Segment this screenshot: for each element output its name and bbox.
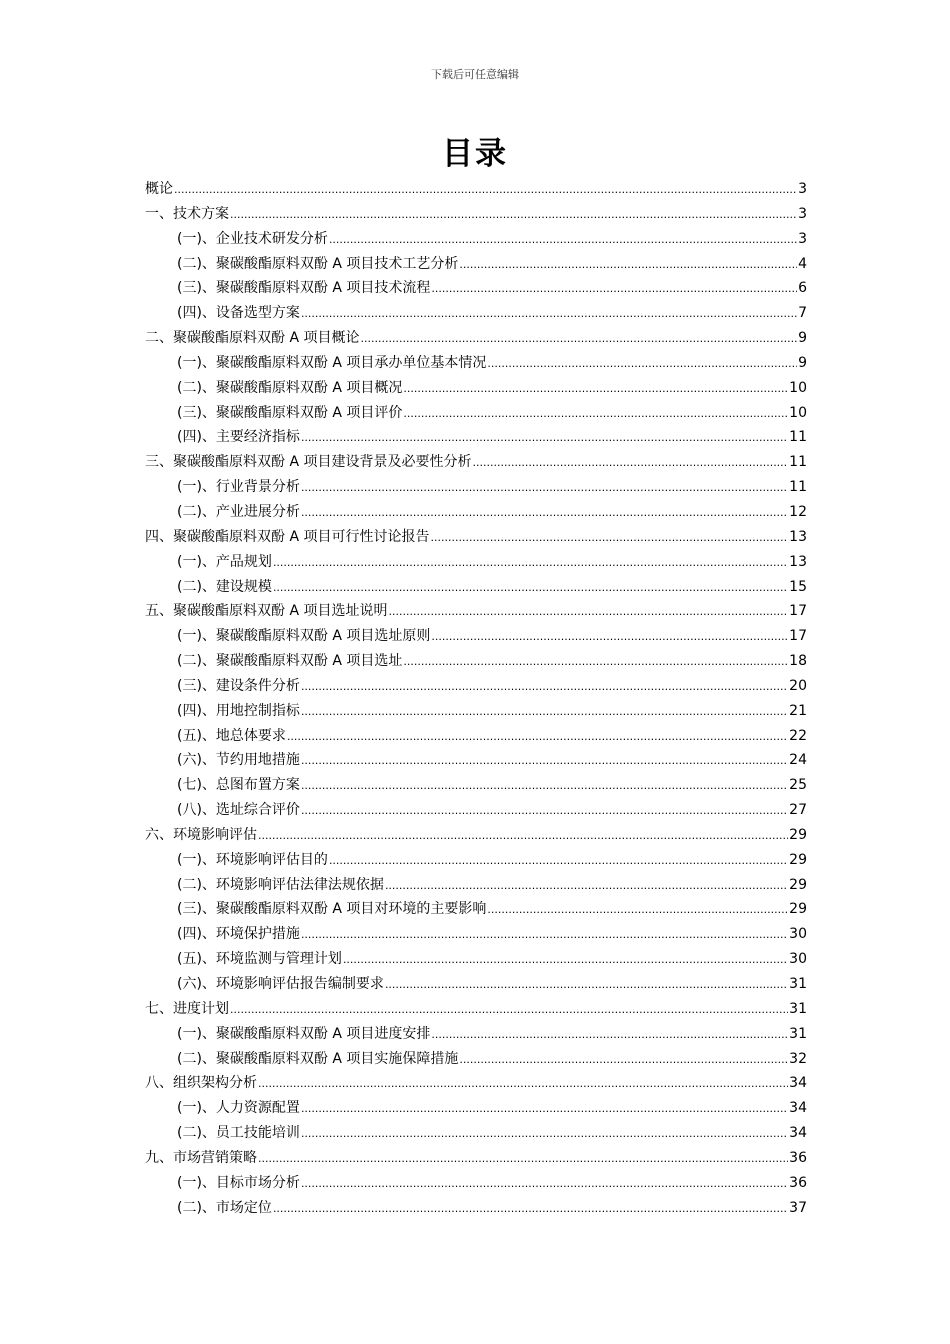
toc-entry[interactable] xyxy=(145,425,807,450)
toc-entry-text: (四)、主要经济指标 xyxy=(177,429,300,446)
toc-entry[interactable] xyxy=(145,897,807,922)
toc-entry[interactable] xyxy=(145,599,807,624)
toc-entry[interactable] xyxy=(145,724,807,749)
toc-dot-leader xyxy=(487,351,797,377)
toc-dot-leader xyxy=(403,376,788,402)
toc-entry-text: 七、进度计划 xyxy=(145,1000,229,1017)
toc-entry-text: (一)、聚碳酸酯原料双酚 A 项目承办单位基本情况 xyxy=(177,354,487,371)
toc-entry[interactable] xyxy=(145,922,807,947)
toc-entry-text: (一)、聚碳酸酯原料双酚 A 项目进度安排 xyxy=(177,1025,431,1042)
toc-entry-text: 三、聚碳酸酯原料双酚 A 项目建设背景及必要性分析 xyxy=(145,454,472,471)
toc-entry-page-number: 20 xyxy=(789,677,807,694)
toc-entry-page-number: 34 xyxy=(789,1075,807,1092)
toc-entry[interactable] xyxy=(145,997,807,1022)
toc-entry[interactable] xyxy=(145,1071,807,1096)
toc-entry-text: (三)、聚碳酸酯原料双酚 A 项目对环境的主要影响 xyxy=(177,901,487,918)
toc-entry-page-number: 21 xyxy=(789,702,807,719)
toc-entry[interactable] xyxy=(145,450,807,475)
toc-entry-text: (二)、聚碳酸酯原料双酚 A 项目概况 xyxy=(177,379,403,396)
toc-entry-page-number: 37 xyxy=(789,1199,807,1216)
toc-entry-text: (五)、环境监测与管理计划 xyxy=(177,951,342,968)
toc-dot-leader xyxy=(273,1196,788,1222)
toc-entry[interactable] xyxy=(145,848,807,873)
toc-entry-text: (一)、聚碳酸酯原料双酚 A 项目选址原则 xyxy=(177,628,431,645)
toc-dot-leader xyxy=(301,425,788,451)
toc-entry-text: (一)、目标市场分析 xyxy=(177,1174,300,1191)
toc-entry-page-number: 36 xyxy=(789,1174,807,1191)
toc-entry-page-number: 10 xyxy=(789,379,807,396)
toc-entry-page-number: 11 xyxy=(789,454,807,471)
toc-entry-page-number: 15 xyxy=(789,578,807,595)
toc-entry[interactable] xyxy=(145,674,807,699)
toc-entry-page-number: 27 xyxy=(789,802,807,819)
toc-entry[interactable] xyxy=(145,475,807,500)
toc-entry-text: (二)、聚碳酸酯原料双酚 A 项目选址 xyxy=(177,653,403,670)
toc-dot-leader xyxy=(230,202,797,228)
toc-entry-text: 六、环境影响评估 xyxy=(145,826,257,843)
toc-dot-leader xyxy=(174,177,797,203)
toc-entry-text: (二)、市场定位 xyxy=(177,1199,272,1216)
toc-dot-leader xyxy=(403,649,788,675)
toc-dot-leader xyxy=(301,699,788,725)
toc-entry-text: 四、聚碳酸酯原料双酚 A 项目可行性讨论报告 xyxy=(145,528,430,545)
toc-entry-text: 九、市场营销策略 xyxy=(145,1149,257,1166)
toc-entry-page-number: 10 xyxy=(789,404,807,421)
toc-entry-text: (二)、聚碳酸酯原料双酚 A 项目实施保障措施 xyxy=(177,1050,459,1067)
toc-dot-leader xyxy=(301,748,788,774)
toc-entry[interactable] xyxy=(145,1096,807,1121)
toc-entry[interactable] xyxy=(145,1121,807,1146)
toc-entry-page-number: 17 xyxy=(789,603,807,620)
toc-dot-leader xyxy=(258,1146,788,1172)
toc-entry-text: (二)、环境影响评估法律法规依据 xyxy=(177,876,384,893)
toc-dot-leader xyxy=(487,897,788,923)
toc-entry[interactable] xyxy=(145,1047,807,1072)
toc-dot-leader xyxy=(343,947,788,973)
table-of-contents xyxy=(145,177,807,1220)
toc-entry-page-number: 4 xyxy=(798,255,807,272)
toc-dot-leader xyxy=(301,1121,788,1147)
toc-entry-text: (三)、建设条件分析 xyxy=(177,677,300,694)
toc-entry[interactable] xyxy=(145,575,807,600)
toc-entry[interactable] xyxy=(145,1171,807,1196)
toc-entry-page-number: 9 xyxy=(798,354,807,371)
toc-entry-page-number: 11 xyxy=(789,429,807,446)
toc-entry[interactable] xyxy=(145,972,807,997)
toc-entry-page-number: 3 xyxy=(798,230,807,247)
toc-entry-page-number: 11 xyxy=(789,479,807,496)
toc-entry[interactable] xyxy=(145,1022,807,1047)
toc-entry-page-number: 25 xyxy=(789,777,807,794)
toc-dot-leader xyxy=(385,873,788,899)
toc-entry-text: (七)、总图布置方案 xyxy=(177,777,300,794)
toc-entry-text: 概论 xyxy=(145,181,173,197)
toc-entry[interactable] xyxy=(145,202,807,227)
toc-dot-leader xyxy=(301,798,788,824)
toc-entry-page-number: 34 xyxy=(789,1100,807,1117)
toc-dot-leader xyxy=(385,972,788,998)
toc-entry-text: (四)、环境保护措施 xyxy=(177,926,300,943)
toc-dot-leader xyxy=(329,848,788,874)
toc-entry-text: (一)、行业背景分析 xyxy=(177,479,300,496)
toc-entry[interactable] xyxy=(145,699,807,724)
toc-entry[interactable] xyxy=(145,1146,807,1171)
toc-entry-text: (一)、环境影响评估目的 xyxy=(177,851,328,868)
toc-title: 目录 xyxy=(442,136,508,172)
toc-entry-page-number: 29 xyxy=(789,851,807,868)
toc-entry-text: (一)、产品规划 xyxy=(177,553,272,570)
toc-entry[interactable] xyxy=(145,649,807,674)
toc-dot-leader xyxy=(273,550,788,576)
toc-entry-page-number: 12 xyxy=(789,503,807,520)
toc-entry-page-number: 29 xyxy=(789,826,807,843)
toc-entry-text: (二)、员工技能培训 xyxy=(177,1125,300,1142)
toc-entry-page-number: 22 xyxy=(789,727,807,744)
toc-entry-page-number: 31 xyxy=(789,1000,807,1017)
toc-entry[interactable] xyxy=(145,276,807,301)
toc-entry[interactable] xyxy=(145,748,807,773)
toc-entry-text: (二)、建设规模 xyxy=(177,578,272,595)
toc-entry[interactable] xyxy=(145,525,807,550)
toc-entry[interactable] xyxy=(145,326,807,351)
toc-entry-text: (四)、用地控制指标 xyxy=(177,702,300,719)
toc-entry[interactable] xyxy=(145,947,807,972)
toc-entry-text: 一、技术方案 xyxy=(145,205,229,222)
toc-entry[interactable] xyxy=(145,873,807,898)
toc-dot-leader xyxy=(301,773,788,799)
toc-dot-leader xyxy=(273,575,788,601)
toc-entry-text: (二)、产业进展分析 xyxy=(177,503,300,520)
toc-entry-page-number: 36 xyxy=(789,1149,807,1166)
toc-entry-page-number: 31 xyxy=(789,976,807,992)
toc-dot-leader xyxy=(301,922,788,948)
toc-dot-leader xyxy=(431,276,797,302)
toc-dot-leader xyxy=(287,724,788,750)
toc-entry-text: (二)、聚碳酸酯原料双酚 A 项目技术工艺分析 xyxy=(177,255,459,272)
toc-entry-text: (一)、企业技术研发分析 xyxy=(177,230,328,247)
toc-entry-text: (六)、环境影响评估报告编制要求 xyxy=(177,976,384,992)
toc-entry[interactable] xyxy=(145,177,807,202)
toc-entry-page-number: 3 xyxy=(798,205,807,222)
header-note: 下载后可任意编辑 xyxy=(431,68,519,81)
toc-dot-leader xyxy=(459,252,797,278)
toc-entry[interactable] xyxy=(145,376,807,401)
toc-entry[interactable] xyxy=(145,624,807,649)
toc-entry-page-number: 32 xyxy=(789,1050,807,1067)
toc-entry-page-number: 29 xyxy=(789,901,807,918)
toc-entry-text: (四)、设备选型方案 xyxy=(177,305,300,322)
toc-entry-page-number: 29 xyxy=(789,876,807,893)
toc-dot-leader xyxy=(301,500,788,526)
toc-dot-leader xyxy=(388,599,788,625)
toc-dot-leader xyxy=(301,1096,788,1122)
toc-entry-page-number: 34 xyxy=(789,1125,807,1142)
toc-entry[interactable] xyxy=(145,798,807,823)
toc-dot-leader xyxy=(430,525,788,551)
toc-entry[interactable] xyxy=(145,351,807,376)
toc-entry-text: (八)、选址综合评价 xyxy=(177,802,300,819)
toc-entry[interactable] xyxy=(145,301,807,326)
toc-dot-leader xyxy=(230,997,788,1023)
toc-entry[interactable] xyxy=(145,773,807,798)
toc-dot-leader xyxy=(403,401,788,427)
toc-entry[interactable] xyxy=(145,500,807,525)
toc-entry-page-number: 3 xyxy=(798,181,807,197)
toc-entry-page-number: 17 xyxy=(789,628,807,645)
toc-dot-leader xyxy=(258,1071,788,1097)
toc-entry-page-number: 30 xyxy=(789,951,807,968)
toc-dot-leader xyxy=(301,475,788,501)
toc-entry[interactable] xyxy=(145,823,807,848)
toc-entry-text: 八、组织架构分析 xyxy=(145,1075,257,1092)
toc-entry[interactable] xyxy=(145,1196,807,1221)
toc-dot-leader xyxy=(431,624,788,650)
toc-dot-leader xyxy=(472,450,788,476)
toc-dot-leader xyxy=(431,1022,788,1048)
toc-entry-page-number: 13 xyxy=(789,553,807,570)
toc-entry-text: (三)、聚碳酸酯原料双酚 A 项目技术流程 xyxy=(177,280,431,297)
toc-entry[interactable] xyxy=(145,401,807,426)
toc-dot-leader xyxy=(301,1171,788,1197)
toc-entry-page-number: 24 xyxy=(789,752,807,769)
toc-entry-page-number: 31 xyxy=(789,1025,807,1042)
toc-entry-text: (三)、聚碳酸酯原料双酚 A 项目评价 xyxy=(177,404,403,421)
toc-entry-text: (五)、地总体要求 xyxy=(177,727,286,744)
toc-entry-page-number: 9 xyxy=(798,330,807,347)
toc-entry[interactable] xyxy=(145,227,807,252)
toc-dot-leader xyxy=(459,1047,788,1073)
toc-entry-page-number: 13 xyxy=(789,528,807,545)
toc-entry[interactable] xyxy=(145,550,807,575)
toc-dot-leader xyxy=(360,326,797,352)
toc-entry-text: (一)、人力资源配置 xyxy=(177,1100,300,1117)
toc-dot-leader xyxy=(301,301,797,327)
toc-entry-page-number: 30 xyxy=(789,926,807,943)
toc-entry-text: 五、聚碳酸酯原料双酚 A 项目选址说明 xyxy=(145,603,388,620)
toc-entry-page-number: 6 xyxy=(798,280,807,297)
toc-dot-leader xyxy=(301,674,788,700)
toc-entry-page-number: 7 xyxy=(798,305,807,322)
toc-dot-leader xyxy=(329,227,797,253)
toc-entry-text: 二、聚碳酸酯原料双酚 A 项目概论 xyxy=(145,330,360,347)
toc-entry-page-number: 18 xyxy=(789,653,807,670)
toc-entry-text: (六)、节约用地措施 xyxy=(177,752,300,769)
toc-dot-leader xyxy=(258,823,788,849)
toc-entry[interactable] xyxy=(145,252,807,277)
